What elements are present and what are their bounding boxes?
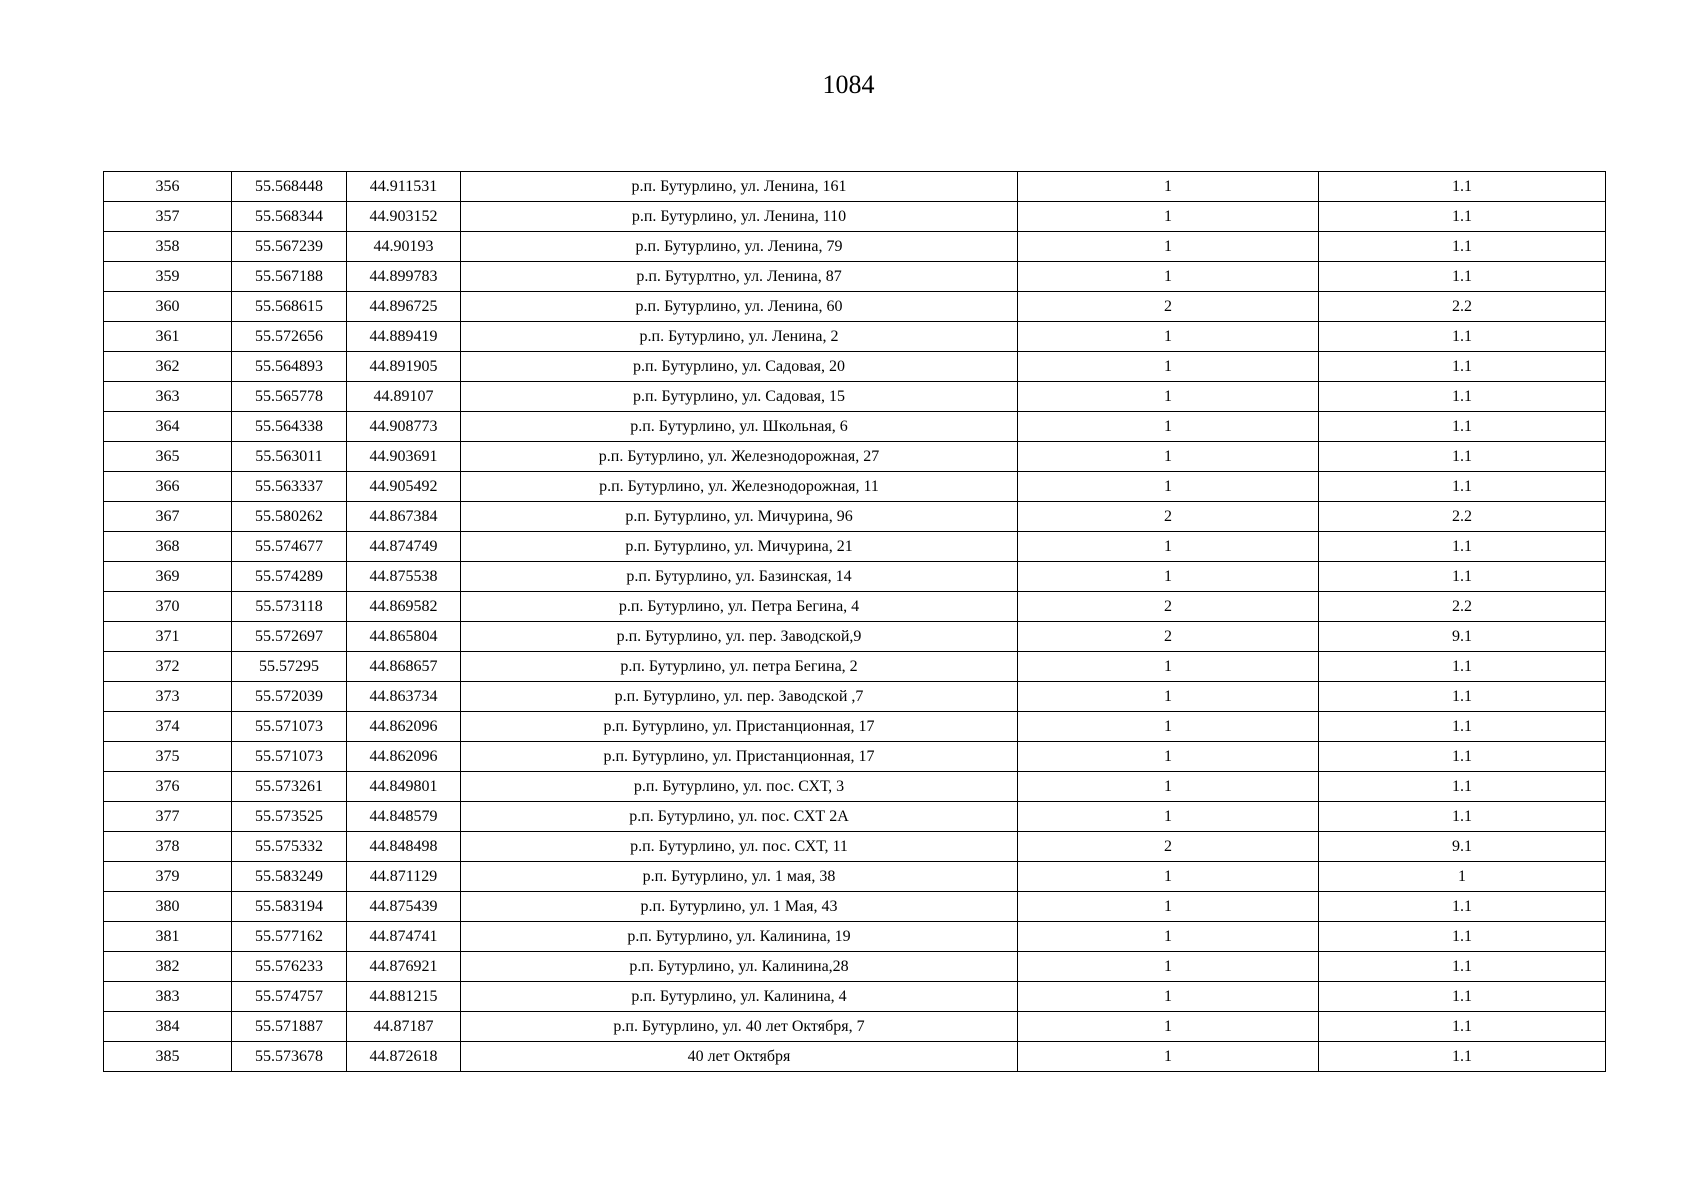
code-cell: 1.1 <box>1319 172 1606 202</box>
address-cell: р.п. Бутурлино, ул. Калинина, 19 <box>461 922 1018 952</box>
page-number: 1084 <box>822 70 875 99</box>
row-number-cell: 379 <box>104 862 232 892</box>
row-number-cell: 378 <box>104 832 232 862</box>
table-row <box>104 982 1606 1012</box>
quantity-cell: 1 <box>1018 172 1319 202</box>
latitude-cell: 55.568448 <box>232 172 347 202</box>
longitude-cell: 44.891905 <box>347 352 461 382</box>
table-row <box>104 832 1606 862</box>
address-cell: р.п. Бутурлино, ул. Петра Бегина, 4 <box>461 592 1018 622</box>
address-cell: р.п. Бутурлино, ул. Мичурина, 21 <box>461 532 1018 562</box>
table-body <box>104 172 1606 1072</box>
longitude-cell: 44.87187 <box>347 1012 461 1042</box>
latitude-cell: 55.575332 <box>232 832 347 862</box>
latitude-cell: 55.563011 <box>232 442 347 472</box>
table-row <box>104 742 1606 772</box>
latitude-cell: 55.567188 <box>232 262 347 292</box>
longitude-cell: 44.862096 <box>347 712 461 742</box>
table-row <box>104 622 1606 652</box>
quantity-cell: 1 <box>1018 802 1319 832</box>
latitude-cell: 55.57295 <box>232 652 347 682</box>
longitude-cell: 44.905492 <box>347 472 461 502</box>
longitude-cell: 44.867384 <box>347 502 461 532</box>
table-row <box>104 202 1606 232</box>
quantity-cell: 1 <box>1018 562 1319 592</box>
table-row <box>104 172 1606 202</box>
table-row <box>104 892 1606 922</box>
row-number-cell: 358 <box>104 232 232 262</box>
row-number-cell: 366 <box>104 472 232 502</box>
address-cell: р.п. Бутурлино, ул. Пристанционная, 17 <box>461 712 1018 742</box>
longitude-cell: 44.868657 <box>347 652 461 682</box>
table-row <box>104 952 1606 982</box>
code-cell: 1.1 <box>1319 982 1606 1012</box>
quantity-cell: 2 <box>1018 592 1319 622</box>
longitude-cell: 44.869582 <box>347 592 461 622</box>
latitude-cell: 55.568344 <box>232 202 347 232</box>
table-row <box>104 292 1606 322</box>
quantity-cell: 1 <box>1018 772 1319 802</box>
quantity-cell: 1 <box>1018 892 1319 922</box>
table-row <box>104 502 1606 532</box>
address-cell: р.п. Бутурлино, ул. пер. Заводской ,7 <box>461 682 1018 712</box>
quantity-cell: 1 <box>1018 262 1319 292</box>
table-row <box>104 382 1606 412</box>
quantity-cell: 1 <box>1018 952 1319 982</box>
latitude-cell: 55.577162 <box>232 922 347 952</box>
longitude-cell: 44.863734 <box>347 682 461 712</box>
code-cell: 1.1 <box>1319 952 1606 982</box>
table-row <box>104 682 1606 712</box>
row-number-cell: 380 <box>104 892 232 922</box>
latitude-cell: 55.580262 <box>232 502 347 532</box>
quantity-cell: 1 <box>1018 412 1319 442</box>
row-number-cell: 367 <box>104 502 232 532</box>
code-cell: 1.1 <box>1319 682 1606 712</box>
latitude-cell: 55.572697 <box>232 622 347 652</box>
quantity-cell: 2 <box>1018 832 1319 862</box>
row-number-cell: 373 <box>104 682 232 712</box>
latitude-cell: 55.573678 <box>232 1042 347 1072</box>
quantity-cell: 2 <box>1018 502 1319 532</box>
latitude-cell: 55.571073 <box>232 742 347 772</box>
address-cell: р.п. Бутурлино, ул. Железнодорожная, 11 <box>461 472 1018 502</box>
address-cell: р.п. Бутурлино, ул. Мичурина, 96 <box>461 502 1018 532</box>
code-cell: 1.1 <box>1319 712 1606 742</box>
row-number-cell: 365 <box>104 442 232 472</box>
longitude-cell: 44.874741 <box>347 922 461 952</box>
code-cell: 2.2 <box>1319 502 1606 532</box>
latitude-cell: 55.563337 <box>232 472 347 502</box>
data-table <box>103 171 1606 1072</box>
code-cell: 1 <box>1319 862 1606 892</box>
code-cell: 1.1 <box>1319 472 1606 502</box>
code-cell: 1.1 <box>1319 202 1606 232</box>
address-cell: р.п. Бутурлино, ул. пос. СХТ 2А <box>461 802 1018 832</box>
code-cell: 1.1 <box>1319 1012 1606 1042</box>
quantity-cell: 1 <box>1018 532 1319 562</box>
quantity-cell: 1 <box>1018 232 1319 262</box>
longitude-cell: 44.903152 <box>347 202 461 232</box>
longitude-cell: 44.862096 <box>347 742 461 772</box>
row-number-cell: 383 <box>104 982 232 1012</box>
row-number-cell: 368 <box>104 532 232 562</box>
code-cell: 1.1 <box>1319 352 1606 382</box>
address-cell: р.п. Бутурлино, ул. Железнодорожная, 27 <box>461 442 1018 472</box>
longitude-cell: 44.90193 <box>347 232 461 262</box>
table-row <box>104 412 1606 442</box>
address-cell: р.п. Бутурлино, ул. пер. Заводской,9 <box>461 622 1018 652</box>
quantity-cell: 1 <box>1018 862 1319 892</box>
longitude-cell: 44.896725 <box>347 292 461 322</box>
row-number-cell: 356 <box>104 172 232 202</box>
quantity-cell: 1 <box>1018 382 1319 412</box>
row-number-cell: 359 <box>104 262 232 292</box>
longitude-cell: 44.875538 <box>347 562 461 592</box>
latitude-cell: 55.564338 <box>232 412 347 442</box>
address-cell: р.п. Бутурлино, ул. петра Бегина, 2 <box>461 652 1018 682</box>
table-row <box>104 472 1606 502</box>
code-cell: 1.1 <box>1319 562 1606 592</box>
longitude-cell: 44.872618 <box>347 1042 461 1072</box>
table-row <box>104 652 1606 682</box>
table-row <box>104 1042 1606 1072</box>
quantity-cell: 1 <box>1018 352 1319 382</box>
table-row <box>104 232 1606 262</box>
row-number-cell: 374 <box>104 712 232 742</box>
longitude-cell: 44.903691 <box>347 442 461 472</box>
code-cell: 2.2 <box>1319 592 1606 622</box>
quantity-cell: 1 <box>1018 922 1319 952</box>
table-row <box>104 592 1606 622</box>
row-number-cell: 360 <box>104 292 232 322</box>
latitude-cell: 55.573118 <box>232 592 347 622</box>
latitude-cell: 55.572656 <box>232 322 347 352</box>
table-row <box>104 532 1606 562</box>
code-cell: 1.1 <box>1319 772 1606 802</box>
address-cell: р.п. Бутурлино, ул. 40 лет Октября, 7 <box>461 1012 1018 1042</box>
code-cell: 1.1 <box>1319 382 1606 412</box>
code-cell: 1.1 <box>1319 802 1606 832</box>
table-row <box>104 562 1606 592</box>
latitude-cell: 55.574289 <box>232 562 347 592</box>
table-row <box>104 772 1606 802</box>
code-cell: 1.1 <box>1319 742 1606 772</box>
longitude-cell: 44.889419 <box>347 322 461 352</box>
longitude-cell: 44.876921 <box>347 952 461 982</box>
address-cell: р.п. Бутурлино, ул. Ленина, 110 <box>461 202 1018 232</box>
table-row <box>104 862 1606 892</box>
code-cell: 9.1 <box>1319 832 1606 862</box>
code-cell: 1.1 <box>1319 232 1606 262</box>
longitude-cell: 44.875439 <box>347 892 461 922</box>
code-cell: 1.1 <box>1319 892 1606 922</box>
latitude-cell: 55.573525 <box>232 802 347 832</box>
address-cell: р.п. Бутурлино, ул. пос. СХТ, 3 <box>461 772 1018 802</box>
address-cell: 40 лет Октября <box>461 1042 1018 1072</box>
quantity-cell: 1 <box>1018 682 1319 712</box>
code-cell: 9.1 <box>1319 622 1606 652</box>
latitude-cell: 55.574677 <box>232 532 347 562</box>
row-number-cell: 381 <box>104 922 232 952</box>
longitude-cell: 44.848579 <box>347 802 461 832</box>
latitude-cell: 55.565778 <box>232 382 347 412</box>
longitude-cell: 44.848498 <box>347 832 461 862</box>
longitude-cell: 44.874749 <box>347 532 461 562</box>
quantity-cell: 1 <box>1018 322 1319 352</box>
row-number-cell: 377 <box>104 802 232 832</box>
address-cell: р.п. Бутурлино, ул. Школьная, 6 <box>461 412 1018 442</box>
quantity-cell: 2 <box>1018 292 1319 322</box>
latitude-cell: 55.564893 <box>232 352 347 382</box>
row-number-cell: 371 <box>104 622 232 652</box>
address-cell: р.п. Бутурлино, ул. Ленина, 2 <box>461 322 1018 352</box>
address-cell: р.п. Бутурлино, ул. Базинская, 14 <box>461 562 1018 592</box>
code-cell: 2.2 <box>1319 292 1606 322</box>
latitude-cell: 55.573261 <box>232 772 347 802</box>
code-cell: 1.1 <box>1319 262 1606 292</box>
table-row <box>104 712 1606 742</box>
quantity-cell: 1 <box>1018 712 1319 742</box>
table-row <box>104 322 1606 352</box>
longitude-cell: 44.881215 <box>347 982 461 1012</box>
latitude-cell: 55.583194 <box>232 892 347 922</box>
longitude-cell: 44.899783 <box>347 262 461 292</box>
latitude-cell: 55.571887 <box>232 1012 347 1042</box>
code-cell: 1.1 <box>1319 1042 1606 1072</box>
latitude-cell: 55.576233 <box>232 952 347 982</box>
address-cell: р.п. Бутурлино, ул. Ленина, 161 <box>461 172 1018 202</box>
quantity-cell: 1 <box>1018 982 1319 1012</box>
latitude-cell: 55.567239 <box>232 232 347 262</box>
row-number-cell: 370 <box>104 592 232 622</box>
table-row <box>104 352 1606 382</box>
address-cell: р.п. Бутурлино, ул. 1 Мая, 43 <box>461 892 1018 922</box>
quantity-cell: 1 <box>1018 1042 1319 1072</box>
row-number-cell: 375 <box>104 742 232 772</box>
quantity-cell: 1 <box>1018 442 1319 472</box>
row-number-cell: 384 <box>104 1012 232 1042</box>
address-cell: р.п. Бутурлино, ул. пос. СХТ, 11 <box>461 832 1018 862</box>
quantity-cell: 1 <box>1018 472 1319 502</box>
quantity-cell: 1 <box>1018 202 1319 232</box>
table-row <box>104 802 1606 832</box>
row-number-cell: 362 <box>104 352 232 382</box>
table-row <box>104 442 1606 472</box>
address-cell: р.п. Бутурлино, ул. Ленина, 79 <box>461 232 1018 262</box>
row-number-cell: 372 <box>104 652 232 682</box>
latitude-cell: 55.572039 <box>232 682 347 712</box>
row-number-cell: 364 <box>104 412 232 442</box>
table-row <box>104 262 1606 292</box>
address-cell: р.п. Бутурлино, ул. Садовая, 15 <box>461 382 1018 412</box>
quantity-cell: 1 <box>1018 652 1319 682</box>
code-cell: 1.1 <box>1319 922 1606 952</box>
address-cell: р.п. Бутурлино, ул. Пристанционная, 17 <box>461 742 1018 772</box>
latitude-cell: 55.574757 <box>232 982 347 1012</box>
row-number-cell: 361 <box>104 322 232 352</box>
longitude-cell: 44.908773 <box>347 412 461 442</box>
longitude-cell: 44.911531 <box>347 172 461 202</box>
latitude-cell: 55.571073 <box>232 712 347 742</box>
row-number-cell: 363 <box>104 382 232 412</box>
address-cell: р.п. Бутурлино, ул. Ленина, 60 <box>461 292 1018 322</box>
code-cell: 1.1 <box>1319 412 1606 442</box>
latitude-cell: 55.568615 <box>232 292 347 322</box>
code-cell: 1.1 <box>1319 322 1606 352</box>
code-cell: 1.1 <box>1319 442 1606 472</box>
address-cell: р.п. Бутурлино, ул. Садовая, 20 <box>461 352 1018 382</box>
row-number-cell: 369 <box>104 562 232 592</box>
row-number-cell: 382 <box>104 952 232 982</box>
address-cell: р.п. Бутурлино, ул. Калинина, 4 <box>461 982 1018 1012</box>
quantity-cell: 2 <box>1018 622 1319 652</box>
longitude-cell: 44.871129 <box>347 862 461 892</box>
address-cell: р.п. Бутурлтно, ул. Ленина, 87 <box>461 262 1018 292</box>
quantity-cell: 1 <box>1018 742 1319 772</box>
longitude-cell: 44.849801 <box>347 772 461 802</box>
address-cell: р.п. Бутурлино, ул. Калинина,28 <box>461 952 1018 982</box>
table-row <box>104 1012 1606 1042</box>
latitude-cell: 55.583249 <box>232 862 347 892</box>
row-number-cell: 357 <box>104 202 232 232</box>
address-cell: р.п. Бутурлино, ул. 1 мая, 38 <box>461 862 1018 892</box>
longitude-cell: 44.865804 <box>347 622 461 652</box>
row-number-cell: 385 <box>104 1042 232 1072</box>
quantity-cell: 1 <box>1018 1012 1319 1042</box>
code-cell: 1.1 <box>1319 532 1606 562</box>
longitude-cell: 44.89107 <box>347 382 461 412</box>
table-row <box>104 922 1606 952</box>
code-cell: 1.1 <box>1319 652 1606 682</box>
row-number-cell: 376 <box>104 772 232 802</box>
